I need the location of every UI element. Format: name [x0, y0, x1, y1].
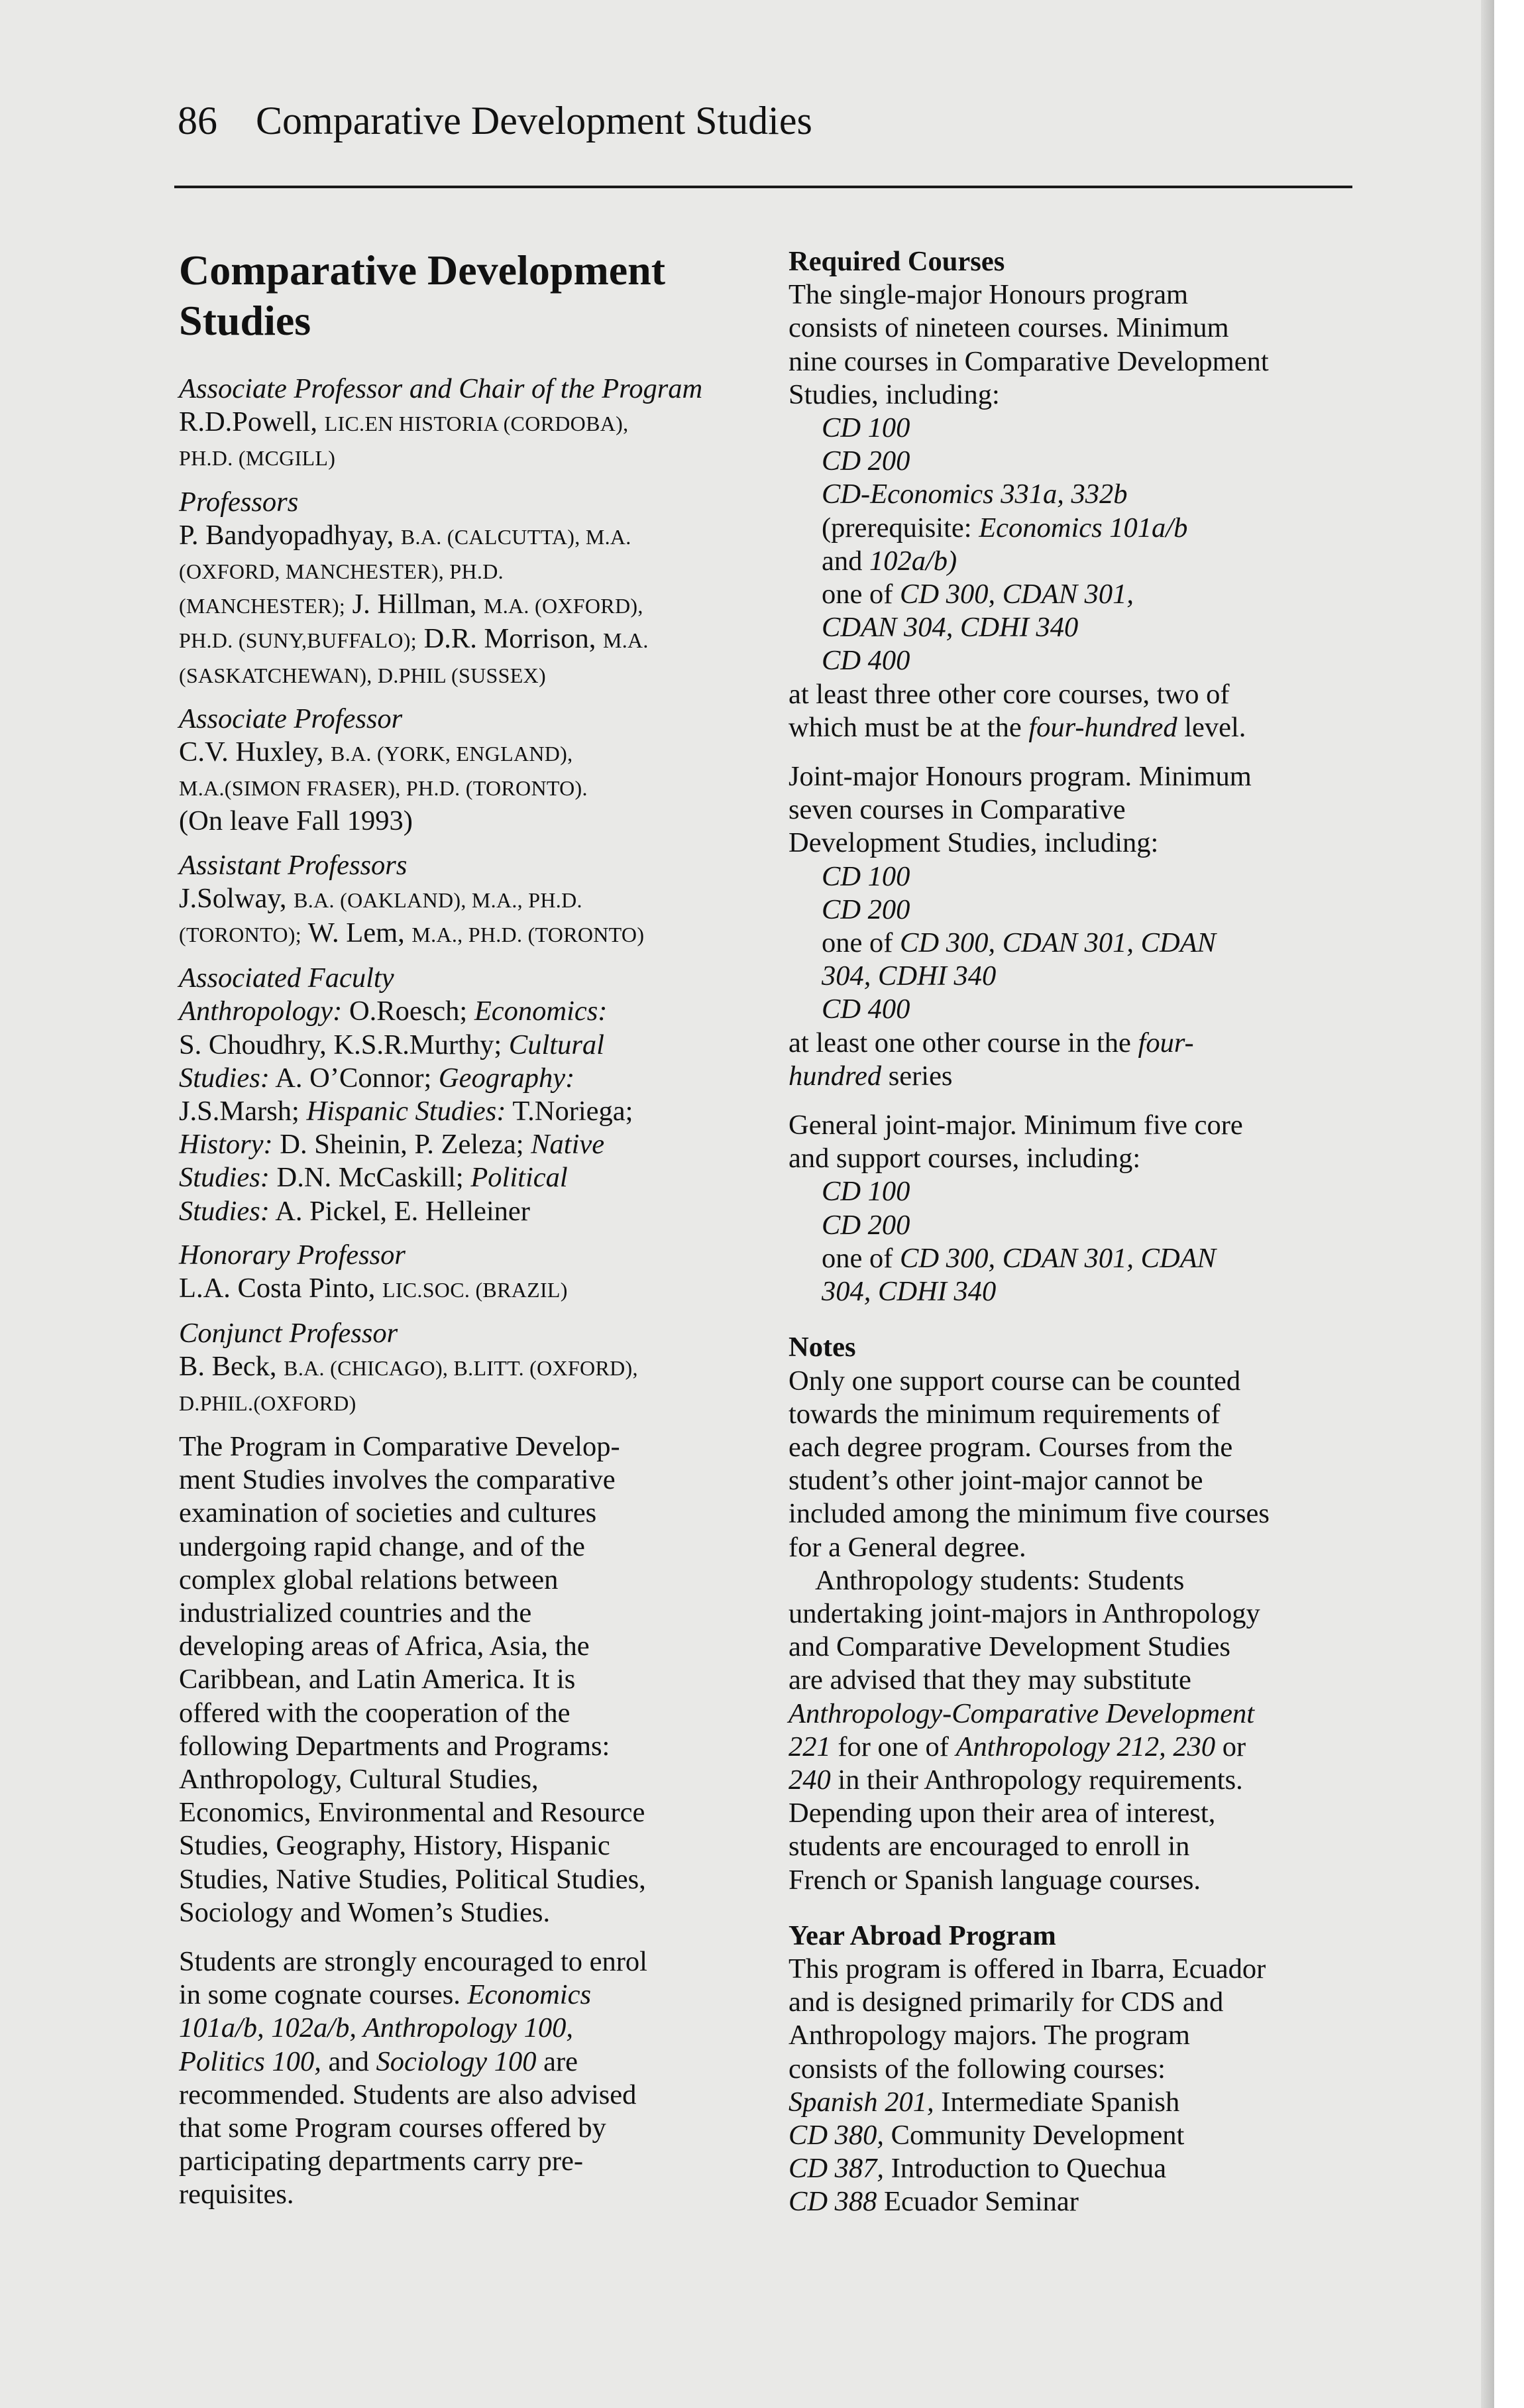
text-line: requisites. [179, 2179, 294, 2210]
text-line: Students are strongly encouraged to enrol [179, 1945, 647, 1977]
text-line: that some Program courses offered by [179, 2112, 606, 2144]
course-item: 304, CDHI 340 [822, 1276, 997, 1308]
text-line: and Comparative Development Studies [789, 1631, 1230, 1663]
running-head [178, 94, 812, 147]
chair-role: Associate Professor and Chair of the Program [179, 373, 703, 404]
text-line: Depending upon their area of interest, [789, 1798, 1216, 1829]
course-item: 304, CDHI 340 [822, 960, 997, 992]
text-line: Only one support course can be counted [789, 1365, 1241, 1397]
course-item: CD 100 [822, 412, 910, 444]
page-number: 86 [178, 99, 217, 143]
course-item: CD 100 [822, 860, 910, 892]
assistant-role: Assistant Professors [179, 849, 408, 881]
honorary-role: Honorary Professor [179, 1239, 406, 1271]
text-line: The Program in Comparative Develop- [179, 1430, 620, 1462]
text-line: participating departments carry pre- [179, 2146, 584, 2177]
text-line: and support courses, including: [789, 1143, 1141, 1175]
course-item: CDAN 304, CDHI 340 [822, 612, 1079, 644]
text-line: following Departments and Programs: [179, 1730, 610, 1762]
text-line: Development Studies, including: [789, 827, 1159, 859]
text-line: undergoing rapid change, and of the [179, 1530, 585, 1562]
text-line: Caribbean, and Latin America. It is [179, 1664, 576, 1695]
text-line: are advised that they may substitute [789, 1664, 1191, 1696]
header-rule [174, 186, 1352, 188]
professor-credentials: (OXFORD, MANCHESTER), PH.D. [179, 559, 504, 584]
text-line: French or Spanish language courses. [789, 1864, 1201, 1896]
text-line: offered with the cooperation of the [179, 1697, 571, 1729]
text-line: complex global relations between [179, 1564, 559, 1595]
text-line: Economics, Environmental and Resource [179, 1797, 645, 1829]
text-line: Politics 100, and Sociology 100 are [179, 2045, 578, 2077]
associate-entry: C.V. Huxley, B.A. (YORK, ENGLAND), [179, 736, 573, 768]
left-column [179, 245, 749, 2212]
text-line: Anthropology-Comparative Development [789, 1697, 1255, 1729]
text-line: Anthropology students: Students [815, 1564, 1185, 1596]
text-line: Studies, Native Studies, Political Studies, [179, 1863, 646, 1895]
abroad-course: Spanish 201, Intermediate Spanish [789, 2086, 1180, 2118]
text-line: Anthropology, Cultural Studies, [179, 1763, 539, 1795]
chair-entry: R.D.Powell, LIC.EN HISTORIA (CORDOBA), [179, 406, 629, 438]
leave-note: (On leave Fall 1993) [179, 805, 413, 837]
course-item: CD 200 [822, 1209, 910, 1241]
text-line: Sociology and Women’s Studies. [179, 1896, 551, 1928]
associated-faculty-line: Studies: A. O’Connor; Geography: [179, 1062, 575, 1094]
text-line: Studies, Geography, History, Hispanic [179, 1830, 610, 1862]
notes-heading: Notes [789, 1332, 856, 1363]
course-item: (prerequisite: Economics 101a/b [822, 512, 1188, 544]
text-line: at least three other core courses, two of [789, 678, 1230, 710]
text-line: seven courses in Comparative [789, 794, 1126, 826]
course-item: one of CD 300, CDAN 301, [822, 579, 1134, 610]
course-item: CD 200 [822, 445, 910, 477]
text-line: which must be at the four-hundred level. [789, 711, 1246, 743]
section-title: Comparative Development Studies [179, 247, 666, 344]
associated-faculty-line: Anthropology: O.Roesch; Economics: [179, 996, 608, 1027]
text-line: Anthropology majors. The program [789, 2020, 1190, 2051]
text-line: General joint-major. Minimum five core [789, 1110, 1243, 1141]
abroad-course: CD 380, Community Development [789, 2119, 1185, 2151]
text-line: consists of nineteen courses. Minimum [789, 312, 1229, 344]
professor-credentials: (SASKATCHEWAN), D.PHIL (SUSSEX) [179, 663, 546, 687]
text-line: each degree program. Courses from the [789, 1431, 1233, 1463]
page-margin [1494, 0, 1524, 2408]
associate-credentials: M.A.(SIMON FRASER), PH.D. (TORONTO). [179, 776, 588, 801]
course-item: CD 400 [822, 994, 910, 1025]
text-line: included among the minimum five courses [789, 1498, 1270, 1530]
professor-entry: (MANCHESTER); J. Hillman, M.A. (OXFORD), [179, 589, 643, 620]
right-column [789, 245, 1358, 2219]
text-line: for a General degree. [789, 1531, 1026, 1563]
course-item: and 102a/b) [822, 545, 957, 577]
year-abroad-heading: Year Abroad Program [789, 1920, 1056, 1951]
running-title: Comparative Development Studies [256, 99, 812, 143]
text-line: Studies, including: [789, 378, 1000, 410]
chair-credentials: PH.D. (MCGILL) [179, 446, 336, 471]
text-line: at least one other course in the four- [789, 1027, 1194, 1059]
assistant-entry: (TORONTO); W. Lem, M.A., PH.D. (TORONTO) [179, 917, 645, 949]
abroad-course: CD 388 Ecuador Seminar [789, 2186, 1079, 2218]
text-line: Joint-major Honours program. Minimum [789, 761, 1252, 793]
text-line: The single-major Honours program [789, 279, 1189, 311]
professor-entry: P. Bandyopadhyay, B.A. (CALCUTTA), M.A. [179, 519, 631, 551]
page-edge-shadow [1481, 0, 1496, 2408]
program-description [179, 1430, 749, 1929]
conjunct-entry: B. Beck, B.A. (CHICAGO), B.LITT. (OXFORD), [179, 1351, 638, 1383]
required-courses-heading: Required Courses [789, 246, 1005, 277]
course-item: one of CD 300, CDAN 301, CDAN [822, 927, 1217, 959]
text-line: and is designed primarily for CDS and [789, 1986, 1224, 2018]
course-item: CD 100 [822, 1176, 910, 1208]
text-line: consists of the following courses: [789, 2053, 1166, 2085]
professors-role: Professors [179, 486, 299, 518]
course-item: one of CD 300, CDAN 301, CDAN [822, 1242, 1217, 1274]
associated-faculty-line: S. Choudhry, K.S.R.Murthy; Cultural [179, 1029, 604, 1061]
text-line: nine courses in Comparative Development [789, 345, 1269, 377]
course-item: CD-Economics 331a, 332b [822, 479, 1128, 510]
text-line: developing areas of Africa, Asia, the [179, 1631, 590, 1662]
conjunct-credentials: D.PHIL.(OXFORD) [179, 1391, 356, 1415]
text-line: student’s other joint-major cannot be [789, 1465, 1203, 1497]
text-line: ment Studies involves the comparative [179, 1464, 616, 1496]
associated-faculty-line: Studies: A. Pickel, E. Helleiner [179, 1195, 530, 1227]
associate-role: Associate Professor [179, 703, 403, 734]
associated-faculty-role: Associated Faculty [179, 962, 394, 994]
text-line: This program is offered in Ibarra, Ecuador [789, 1953, 1266, 1984]
text-line: in some cognate courses. Economics [179, 1979, 591, 2011]
text-line: undertaking joint-majors in Anthropology [789, 1597, 1260, 1629]
text-line: industrialized countries and the [179, 1597, 532, 1629]
text-line: recommended. Students are also advised [179, 2079, 637, 2110]
associated-faculty-line: J.S.Marsh; Hispanic Studies: T.Noriega; [179, 1096, 633, 1127]
text-line: examination of societies and cultures [179, 1497, 597, 1529]
text-line: towards the minimum requirements of [789, 1398, 1221, 1430]
text-line: students are encouraged to enroll in [789, 1831, 1190, 1863]
course-item: CD 200 [822, 893, 910, 925]
associated-faculty-line: Studies: D.N. McCaskill; Political [179, 1162, 568, 1194]
text-line: hundred series [789, 1060, 953, 1092]
text-line: 240 in their Anthropology requirements. [789, 1764, 1243, 1796]
text-line: 221 for one of Anthropology 212, 230 or [789, 1731, 1246, 1762]
professor-entry: PH.D. (SUNY,BUFFALO); D.R. Morrison, M.A. [179, 623, 649, 655]
honorary-entry: L.A. Costa Pinto, LIC.SOC. (BRAZIL) [179, 1273, 568, 1304]
course-item: CD 400 [822, 645, 910, 677]
associated-faculty-line: History: D. Sheinin, P. Zeleza; Native [179, 1129, 605, 1161]
assistant-entry: J.Solway, B.A. (OAKLAND), M.A., PH.D. [179, 882, 582, 914]
abroad-course: CD 387, Introduction to Quechua [789, 2153, 1167, 2185]
text-line: 101a/b, 102a/b, Anthropology 100, [179, 2012, 573, 2044]
cognate-courses-paragraph [179, 1945, 749, 2212]
conjunct-role: Conjunct Professor [179, 1318, 398, 1349]
